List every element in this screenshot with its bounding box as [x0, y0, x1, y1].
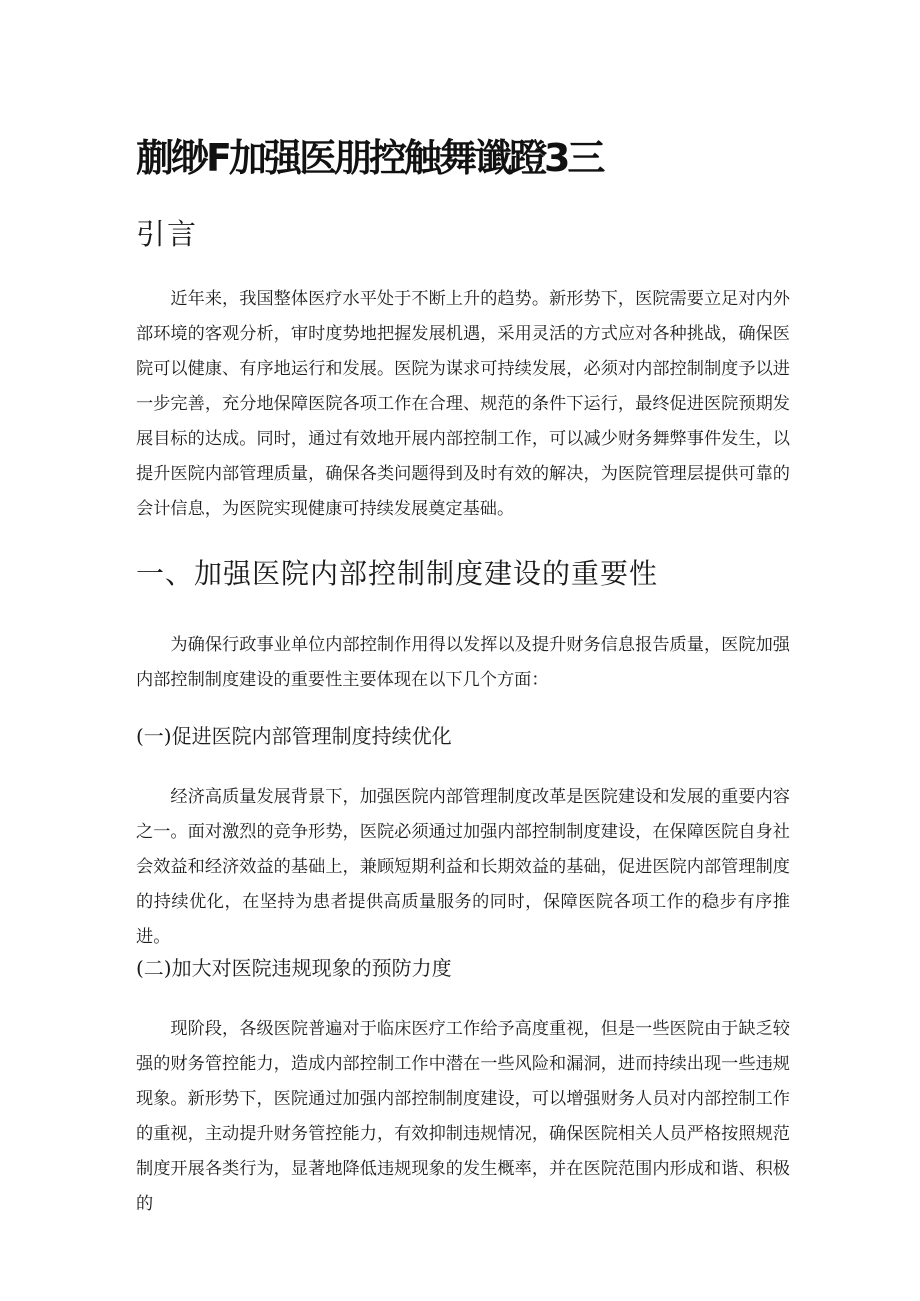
document-title: 蒯缈F加强医朋控触舞谶蹬3三 [136, 136, 603, 180]
intro-paragraph: 近年来，我国整体医疗水平处于不断上升的趋势。新形势下，医院需要立足对内外部环境的客观分析，审时度势地把握发展机遇，采用灵活的方式应对各种挑战，确保医院可以健康、有序地运行和发展。医院为谋求可持续发展，必须对内部控制制度予以进一步完善，充分地保障医院各项工作在合理、规范的条件下运行，最终促进医院预期发展目标的达成。同时，通过有效地开展内部控制工作，可以减少财务舞弊事件发生，以提升医院内部管理质量，确保各类问题得到及时有效的解决，为医院管理层提供可靠的会计信息，为医院实现健康可持续发展奠定基础。 [136, 289, 790, 519]
subsection-a-heading: (一)促进医院内部管理制度持续优化 [136, 724, 452, 748]
subsection-b-heading: (二)加大对医院违规现象的预防力度 [136, 956, 452, 980]
subsection-b-paragraph: 现阶段，各级医院普遍对于临床医疗工作给予高度重视，但是一些医院由于缺乏较强的财务管控能力，造成内部控制工作中潜在一些风险和漏洞，进而持续出现一些违规现象。新形势下，医院通过加强内部控制制度建设，可以增强财务人员对内部控制工作的重视，主动提升财务管控能力，有效抑制违规情况，确保医院相关人员严格按照规范制度开展各类行为，显著地降低违规现象的发生概率，并在医院范围内形成和谐、积极的 [136, 1019, 790, 1214]
section1-paragraph: 为确保行政事业单位内部控制作用得以发挥以及提升财务信息报告质量，医院加强内部控制制度建设的重要性主要体现在以下几个方面： [136, 635, 790, 690]
section1-heading: 一、加强医院内部控制制度建设的重要性 [136, 557, 659, 590]
subsection-a-paragraph: 经济高质量发展背景下，加强医院内部管理制度改革是医院建设和发展的重要内容之一。面对激烈的竞争形势，医院必须通过加强内部控制制度建设，在保障医院自身社会效益和经济效益的基础上，兼顾短期利益和长期效益的基础，促进医院内部管理制度的持续优化，在坚持为患者提供高质量服务的同时，保障医院各项工作的稳步有序推进。 [136, 787, 790, 947]
intro-heading: 引言 [136, 217, 199, 251]
